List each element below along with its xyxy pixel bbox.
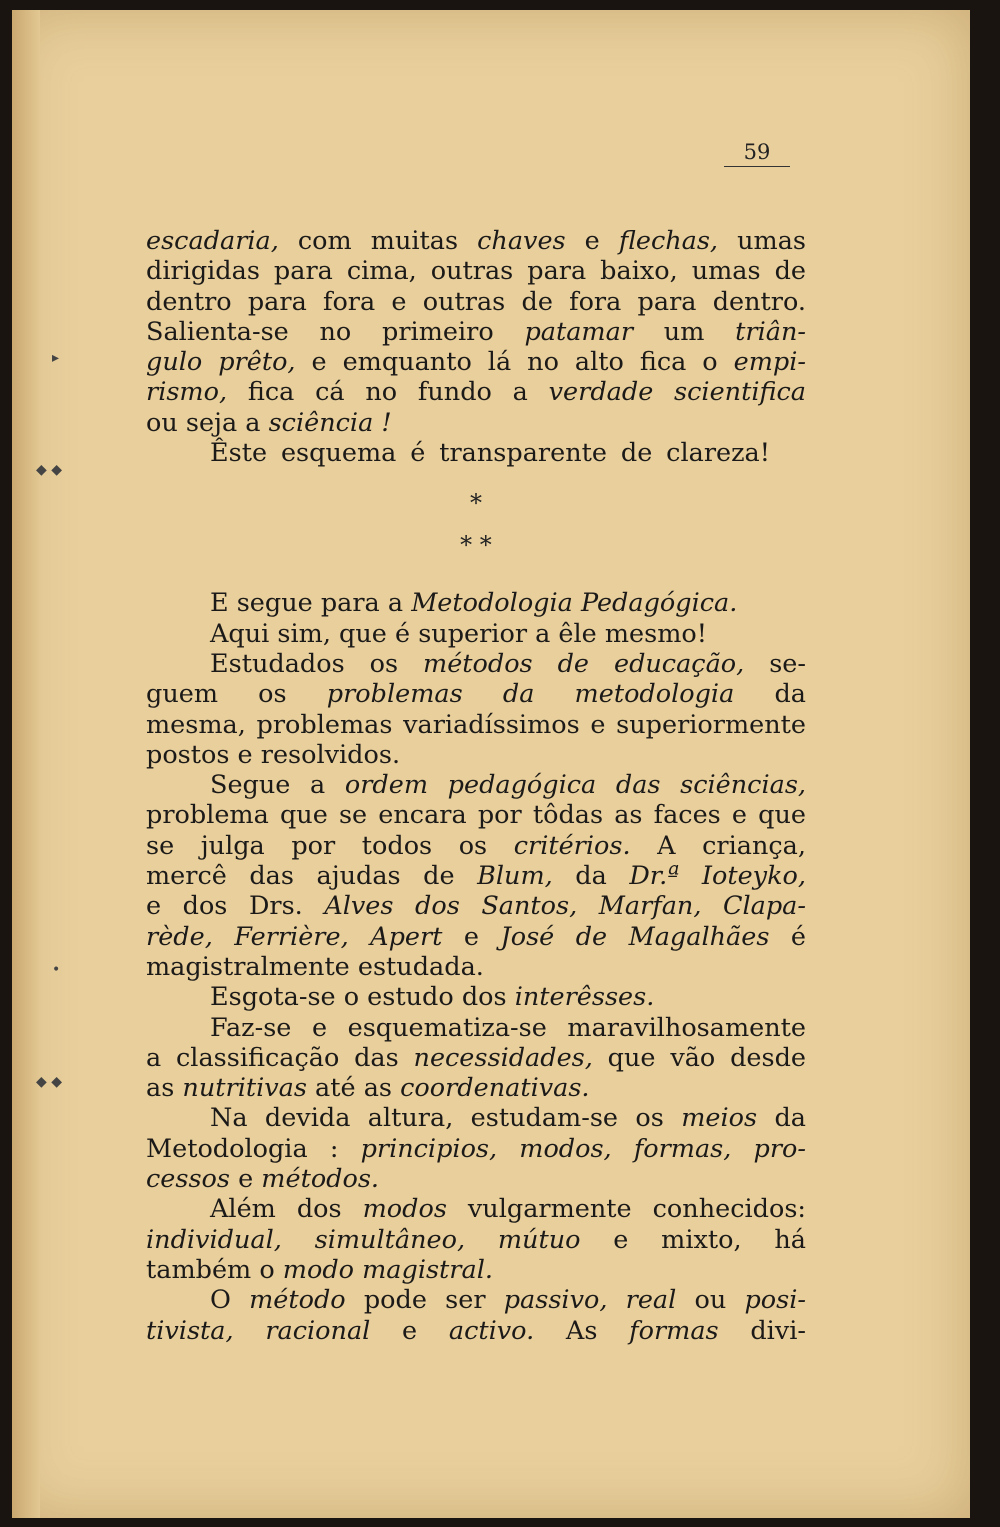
text-line: Êste esquema é transparente de clareza! (210, 438, 770, 469)
page-gutter (12, 10, 40, 1518)
asterisk-top: * (470, 489, 482, 518)
margin-mark: • (52, 962, 61, 978)
text-line: também o modo magistral. (146, 1254, 493, 1285)
page-body (146, 226, 806, 1346)
text-line: Segue a ordem pedagógica das sciências, (210, 770, 807, 801)
text-line: Faz-se e esquematiza-se maravilhosamente (210, 1012, 806, 1043)
text-line: gulo prêto, e emquanto lá no alto fica o empi- (146, 347, 806, 378)
text-line: se julga por todos os critérios. A criança, (146, 830, 806, 861)
text-line: a classificação das necessidades, que vão desde (146, 1042, 806, 1073)
text-line: Além dos modos vulgarmente conhecidos: (210, 1194, 806, 1225)
text-line: E segue para a Metodologia Pedagógica. (210, 588, 738, 619)
text-line: escadaria, com muitas chaves e flechas, umas (146, 226, 806, 256)
text-line: ou seja a sciência ! (146, 407, 392, 438)
text-line: Esgota-se o estudo dos interêsses. (210, 982, 655, 1013)
text-line: Na devida altura, estudam-se os meios da (210, 1103, 806, 1134)
text-line: cessos e métodos. (146, 1164, 380, 1195)
page-number: 59 (724, 140, 790, 167)
text-line: mercê das ajudas de Blum, da Dr.ª Ioteyko, (146, 861, 806, 892)
section-divider (146, 468, 806, 588)
text-line: e dos Drs. Alves dos Santos, Marfan, Clapa- (146, 891, 806, 922)
text-line: postos e resolvidos. (146, 739, 401, 770)
asterisk-bottom: * * (460, 531, 492, 560)
text-line: as nutritivas até as coordenativas. (146, 1073, 590, 1104)
text-line: Metodologia : principios, modos, formas, pro- (146, 1133, 806, 1164)
text-line: problema que se encara por tôdas as faces e que (146, 800, 806, 831)
book-page (12, 10, 970, 1518)
text-line: O método pode ser passivo, real ou posi- (210, 1285, 806, 1316)
margin-mark: ◆ ◆ (36, 1074, 62, 1090)
text-line: dentro para fora e outras de fora para dentro. (146, 286, 806, 317)
text-line: Salienta-se no primeiro patamar um triân- (146, 316, 806, 347)
text-line: Estudados os métodos de educação, se- (210, 648, 806, 679)
text-line: magistralmente estudada. (146, 951, 484, 982)
text-line: guem os problemas da metodologia da (146, 679, 806, 710)
text-line: mesma, problemas variadíssimos e superiormente (146, 709, 806, 740)
margin-mark: ▸ (52, 350, 60, 366)
text-line: tivista, racional e activo. As formas divi- (146, 1315, 806, 1346)
margin-mark: ◆ ◆ (36, 462, 62, 478)
text-line: Aqui sim, que é superior a êle mesmo! (210, 618, 708, 649)
text-line: dirigidas para cima, outras para baixo, umas de (146, 256, 806, 287)
text-line: rismo, fica cá no fundo a verdade scientifica (146, 377, 806, 408)
text-line: individual, simultâneo, mútuo e mixto, há (146, 1224, 806, 1255)
text-line: rède, Ferrière, Apert e José de Magalhães é (146, 921, 806, 952)
